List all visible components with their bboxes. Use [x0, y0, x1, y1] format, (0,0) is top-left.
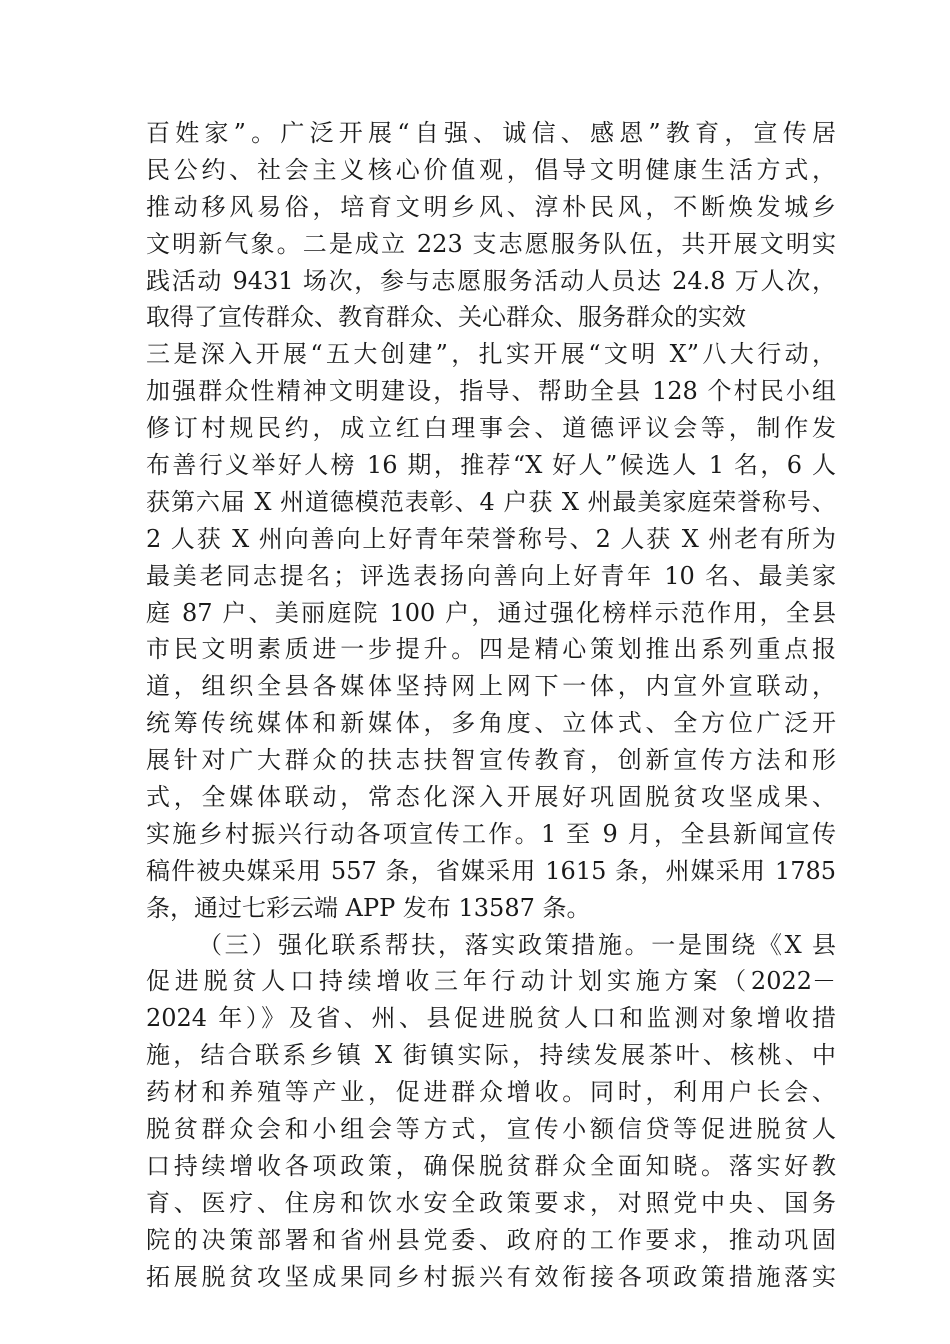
text-line: 文明新气象。二是成立 223 支志愿服务队伍，共开展文明实 — [146, 229, 836, 258]
section-heading-line: （三）强化联系帮扶，落实政策措施。一是围绕《X 县 — [198, 930, 836, 959]
text-line: 条，通过七彩云端 APP 发布 13587 条。 — [146, 893, 591, 922]
text-line: 2 人获 X 州向善向上好青年荣誉称号、2 人获 X 州老有所为 — [146, 524, 836, 553]
text-line: 三是深入开展“五大创建”，扎实开展“文明 X”八大行动， — [146, 340, 836, 369]
text-line: 市民文明素质进一步提升。四是精心策划推出系列重点报 — [146, 635, 836, 664]
text-line: 庭 87 户、美丽庭院 100 户，通过强化榜样示范作用，全县 — [146, 598, 836, 627]
text-line: 加强群众性精神文明建设，指导、帮助全县 128 个村民小组 — [146, 377, 836, 406]
text-line: 施，结合联系乡镇 X 街镇实际，持续发展茶叶、核桃、中 — [146, 1041, 836, 1070]
text-line: 育、医疗、住房和饮水安全政策要求，对照党中央、国务 — [146, 1188, 836, 1217]
text-line: 民公约、社会主义核心价值观，倡导文明健康生活方式， — [146, 155, 836, 184]
text-line: 院的决策部署和省州县党委、政府的工作要求，推动巩固 — [146, 1225, 836, 1254]
text-line: 最美老同志提名；评选表扬向善向上好青年 10 名、最美家 — [146, 561, 836, 590]
text-line: 拓展脱贫攻坚成果同乡村振兴有效衔接各项政策措施落实 — [146, 1262, 836, 1291]
text-line: 获第六届 X 州道德模范表彰、4 户获 X 州最美家庭荣誉称号、 — [146, 487, 836, 516]
text-line: 促进脱贫人口持续增收三年行动计划实施方案（2022－ — [146, 967, 836, 996]
text-line: 践活动 9431 场次，参与志愿服务活动人员达 24.8 万人次， — [146, 266, 836, 295]
text-line: 展针对广大群众的扶志扶智宣传教育，创新宣传方法和形 — [146, 746, 836, 775]
text-line: 修订村规民约，成立红白理事会、道德评议会等，制作发 — [146, 414, 836, 443]
text-line: 百姓家”。广泛开展“自强、诚信、感恩”教育，宣传居 — [146, 119, 836, 147]
body-text — [146, 115, 836, 1296]
text-line: 取得了宣传群众、教育群众、关心群众、服务群众的实效 — [146, 303, 746, 332]
text-line: 药材和养殖等产业，促进群众增收。同时，利用户长会、 — [146, 1078, 836, 1107]
text-line: 脱贫群众会和小组会等方式，宣传小额信贷等促进脱贫人 — [146, 1115, 836, 1144]
text-line: 式，全媒体联动，常态化深入开展好巩固脱贫攻坚成果、 — [146, 783, 836, 812]
text-line: 口持续增收各项政策，确保脱贫群众全面知晓。落实好教 — [146, 1151, 836, 1180]
text-line: 实施乡村振兴行动各项宣传工作。1 至 9 月，全县新闻宣传 — [146, 819, 836, 848]
text-line: 推动移风易俗，培育文明乡风、淳朴民风，不断焕发城乡 — [146, 192, 836, 221]
text-line: 2024 年）》及省、州、县促进脱贫人口和监测对象增收措 — [146, 1004, 836, 1033]
text-line: 布善行义举好人榜 16 期，推荐“X 好人”候选人 1 名，6 人 — [146, 451, 836, 480]
text-line: 稿件被央媒采用 557 条，省媒采用 1615 条，州媒采用 1785 — [146, 856, 836, 885]
text-line: 道，组织全县各媒体坚持网上网下一体，内宣外宣联动， — [146, 672, 836, 701]
text-line: 统筹传统媒体和新媒体，多角度、立体式、全方位广泛开 — [146, 709, 836, 738]
